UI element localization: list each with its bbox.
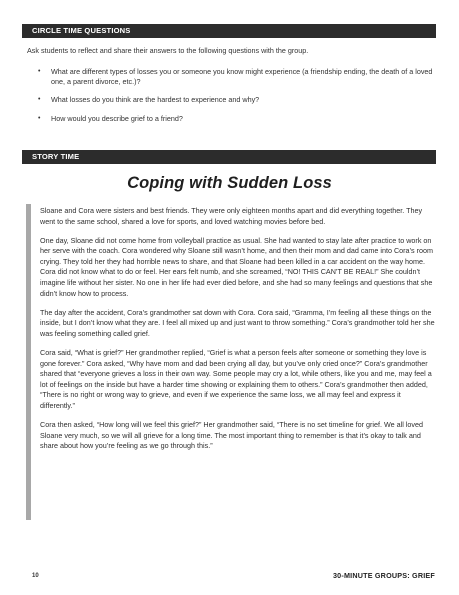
bullet-icon: • bbox=[38, 96, 41, 104]
list-item bbox=[38, 67, 433, 87]
page-number: 10 bbox=[32, 573, 39, 579]
question-text: What losses do you think are the hardest to experience and why? bbox=[51, 95, 260, 105]
story-title: Coping with Sudden Loss bbox=[127, 174, 332, 192]
question-text: What are different types of losses you or someone you know might experience (a friendship ending, the death of a loved one, a parent divorce, etc.)? bbox=[51, 67, 433, 87]
story-paragraph: Cora said, “What is grief?” Her grandmother replied, “Grief is what a person feels after someone or something they love is gone forever.” Cora asked, “Why have mom and dad been crying all day, but you’ve only cried once?” Cora’s grandmother shared that “everyone grieves a loss in their own way. Some people may cry a lot, while others, like you and me, may feel a lot of feelings on the inside but have a harder time showing or explaining them to others.” Cora’s grandmother then added, “There is no right or wrong way to grieve, and even if we experience the same loss, we all may feel and express it differently.” bbox=[40, 348, 432, 410]
list-item bbox=[38, 114, 433, 124]
footer-brand: 30-MINUTE GROUPS: GRIEF bbox=[332, 571, 435, 580]
question-list bbox=[38, 67, 433, 132]
bullet-icon: • bbox=[38, 114, 41, 122]
circle-time-heading: CIRCLE TIME QUESTIONS bbox=[22, 24, 436, 38]
story-body bbox=[40, 206, 436, 460]
question-text: How would you describe grief to a friend? bbox=[51, 113, 183, 123]
story-paragraph: Cora then asked, “How long will we feel this grief?” Her grandmother said, “There is no set timeline for grief. We all loved Sloane very much, so we will all grieve for a long time. The most important thing to remember is that it’s okay to talk and share about how you’re feeling as we go through this.” bbox=[40, 420, 423, 451]
circle-time-intro: Ask students to reflect and share their answers to the following questions with the group. bbox=[27, 46, 309, 55]
list-item bbox=[38, 95, 433, 105]
bullet-icon: • bbox=[38, 68, 41, 75]
story-paragraph: One day, Sloane did not come home from volleyball practice as usual. She had wanted to stay late after practice to work on her serve with the coach. Cora wondered why Sloane still wasn’t home, and then their mom and dad came into Cora’s room crying. They told her they had horrible news to share, and that Sloane had been killed in a car accident on the way home. Cora did not know what to do or feel. Her ears felt numb, and she screamed, “NO! THIS CAN’T BE REAL!” She couldn’t imagine life without her sister. No one in her life had ever died before, and she had so many feelings and questions that she didn’t know how to process. bbox=[40, 235, 433, 298]
story-paragraph: Sloane and Cora were sisters and best friends. They were only eighteen months apart and did everything together. They went to the same school, shared a love for sports, and loved watching movies before bed. bbox=[40, 206, 423, 226]
quote-rule bbox=[26, 204, 31, 520]
story-paragraph: The day after the accident, Cora’s grandmother sat down with Cora. Cora said, “Gramma, I’m feeling all these things on the inside, but I don’t know what they are. I feel all mixed up and just want to throw something.” Cora’s grandmother told her she was feeling something called grief. bbox=[40, 307, 435, 338]
story-time-heading: STORY TIME bbox=[22, 150, 436, 164]
